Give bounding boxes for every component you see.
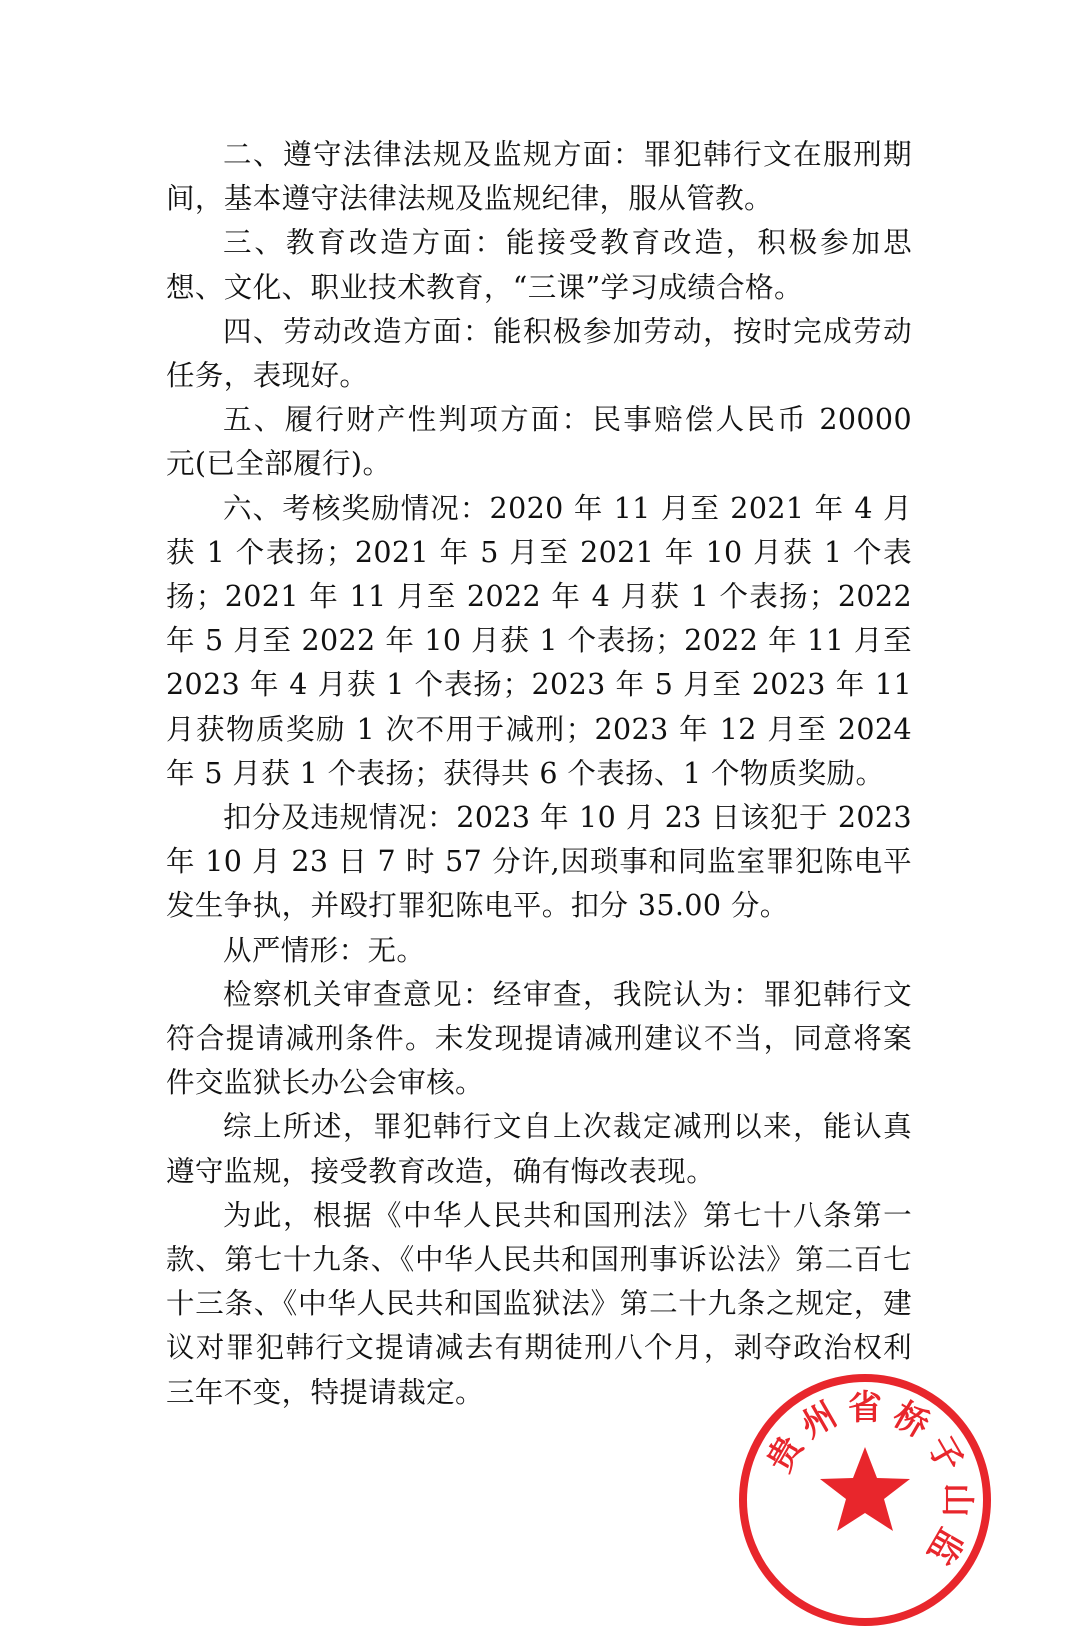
paragraph-labor: 四、劳动改造方面：能积极参加劳动，按时完成劳动任务，表现好。: [166, 314, 912, 393]
seal-character: 监: [918, 1521, 971, 1571]
seal-character: 山: [937, 1483, 977, 1517]
paragraph-strict-circumstances: 从严情形：无。: [223, 933, 426, 967]
document-body: [166, 133, 912, 1415]
paragraph-law-compliance: 二、遵守法律法规及监规方面：罪犯韩行文在服刑期间，基本遵守法律法规及监规纪律，服从管教。: [166, 138, 912, 216]
paragraph-summary: 综上所述，罪犯韩行文自上次裁定减刑以来，能认真遵守监规，接受教育改造，确有悔改表现。: [166, 1110, 912, 1188]
seal-character: 贵: [759, 1429, 812, 1479]
seal-character: 州: [794, 1394, 844, 1447]
paragraph-violations: 扣分及违规情况：2023 年 10 月 23 日该犯于 2023 年 10 月 23 日 7 时 57 分许,因琐事和同监室罪犯陈电平发生争执，并殴打罪犯陈电平。扣分 35.00 分。: [166, 801, 912, 923]
paragraph-education: 三、教育改造方面：能接受教育改造，积极参加思想、文化、职业技术教育，“三课”学习成绩合格。: [166, 226, 912, 304]
paragraph-rewards: 六、考核奖励情况：2020 年 11 月至 2021 年 4 月获 1 个表扬；2021 年 5 月至 2021 年 10 月获 1 个表扬；2021 年 11 月至 2022 年 4 月获 1 个表扬；2022 年 5 月至 2022 年 10 月获 1 个表扬；2022 年 11 月至 2023 年 4 月获 1 个表扬；2023 年 5 月至 2023 年 11 月获物质奖励 1 次不用于减刑；2023 年 12 月至 2024 年 5 月获 1 个表扬；获得共 6 个表扬、1 个物质奖励。: [166, 491, 912, 790]
paragraph-recommendation: 为此，根据《中华人民共和国刑法》第七十八条第一款、第七十九条、《中华人民共和国刑事诉讼法》第二百七十三条、《中华人民共和国监狱法》第二十九条之规定，建议对罪犯韩行文提请减去有期徒刑八个月，剥夺政治权利三年不变，特提请裁定。: [166, 1198, 912, 1409]
official-seal: [735, 1370, 995, 1630]
paragraph-property: 五、履行财产性判项方面：民事赔偿人民币 20000 元(已全部履行)。: [166, 403, 912, 481]
paragraph-procuratorate-opinion: 检察机关审查意见：经审查，我院认为：罪犯韩行文符合提请减刑条件。未发现提请减刑建议不当，同意将案件交监狱长办公会审核。: [166, 977, 912, 1100]
seal-character: 子: [918, 1429, 971, 1479]
star-icon: [820, 1447, 910, 1531]
seal-character: 省: [848, 1388, 882, 1428]
seal-character: 桥: [886, 1394, 936, 1447]
